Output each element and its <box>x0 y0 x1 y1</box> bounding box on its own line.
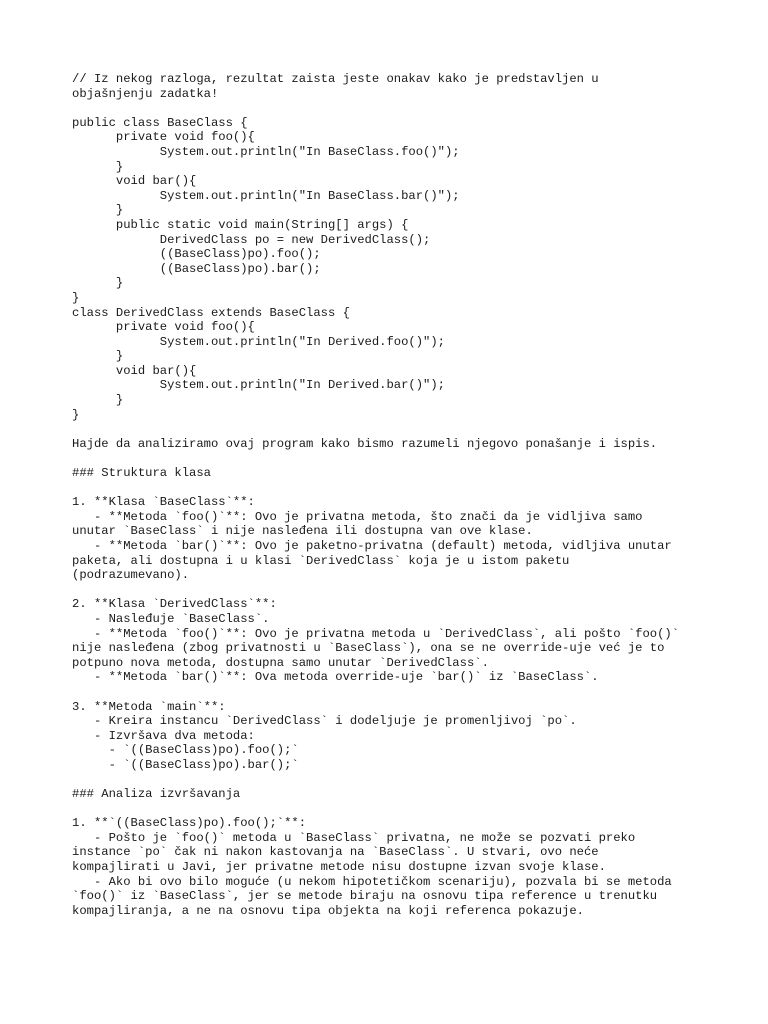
blank-line <box>72 451 712 466</box>
document-line: objašnjenju zadatka! <box>72 86 219 101</box>
document-line: } <box>72 349 124 364</box>
document-line: void bar(){ <box>72 363 197 378</box>
blank-line <box>72 583 712 598</box>
document-line: public class BaseClass { <box>72 115 248 130</box>
document-line: - `((BaseClass)po).bar();` <box>72 757 299 772</box>
document-line: } <box>72 159 124 174</box>
document-line: } <box>72 393 124 408</box>
document-line: private void foo(){ <box>72 320 255 335</box>
document-line: } <box>72 407 80 422</box>
document-line: } <box>72 203 124 218</box>
document-line: Hajde da analiziramo ovaj program kako bismo razumeli njegovo ponašanje i ispis. <box>72 436 658 451</box>
document-line: } <box>72 276 124 291</box>
document-line: - Nasleđuje `BaseClass`. <box>72 611 270 626</box>
blank-line <box>72 481 712 496</box>
document-line: - Pošto je `foo()` metoda u `BaseClass` privatna, ne može se pozvati preko <box>72 830 636 845</box>
document-line: System.out.println("In Derived.foo()"); <box>72 334 445 349</box>
blank-line <box>72 685 712 700</box>
blank-line <box>72 802 712 817</box>
document-line: public static void main(String[] args) { <box>72 217 409 232</box>
document-line: potpuno nova metoda, dostupna samo unutar `DerivedClass`. <box>72 655 489 670</box>
document-line: - Kreira instancu `DerivedClass` i dodeljuje je promenljivoj `po`. <box>72 714 577 729</box>
document-line: 3. **Metoda `main`**: <box>72 699 226 714</box>
document-line: 2. **Klasa `DerivedClass`**: <box>72 597 277 612</box>
document-line: ### Analiza izvršavanja <box>72 787 241 802</box>
document-line: System.out.println("In Derived.bar()"); <box>72 378 445 393</box>
document-body <box>72 72 712 918</box>
document-page <box>72 72 712 918</box>
document-line: class DerivedClass extends BaseClass { <box>72 305 350 320</box>
document-line: 1. **`((BaseClass)po).foo();`**: <box>72 816 307 831</box>
document-line: - `((BaseClass)po).foo();` <box>72 743 299 758</box>
document-line: System.out.println("In BaseClass.bar()"); <box>72 188 460 203</box>
document-line: `foo()` iz `BaseClass`, jer se metode biraju na osnovu tipa reference u trenutku <box>72 889 658 904</box>
document-line: DerivedClass po = new DerivedClass(); <box>72 232 431 247</box>
document-line: ((BaseClass)po).bar(); <box>72 261 321 276</box>
document-line: ### Struktura klasa <box>72 466 211 481</box>
document-line: - Izvršava dva metoda: <box>72 728 255 743</box>
document-line: void bar(){ <box>72 174 197 189</box>
document-line: paketa, ali dostupna i u klasi `DerivedClass` koja je u istom paketu <box>72 553 570 568</box>
document-line: 1. **Klasa `BaseClass`**: <box>72 495 255 510</box>
document-line: private void foo(){ <box>72 130 255 145</box>
document-line: - Ako bi ovo bilo moguće (u nekom hipotetičkom scenariju), pozvala bi se metoda <box>72 874 672 889</box>
document-line: kompajlirati u Javi, jer privatne metode nisu dostupne izvan svoje klase. <box>72 860 606 875</box>
document-line: - **Metoda `bar()`**: Ovo je paketno-privatna (default) metoda, vidljiva unutar <box>72 539 672 553</box>
document-line: // Iz nekog razloga, rezultat zaista jeste onakav kako je predstavljen u <box>72 72 599 86</box>
document-line: (podrazumevano). <box>72 568 190 583</box>
blank-line <box>72 101 712 116</box>
document-line: ((BaseClass)po).foo(); <box>72 247 321 262</box>
blank-line <box>72 422 712 437</box>
document-line: nije nasleđena (zbog privatnosti u `BaseClass`), ona se ne override-uje već je to <box>72 641 665 656</box>
document-line: instance `po` čak ni nakon kastovanja na `BaseClass`. U stvari, ovo neće <box>72 845 599 860</box>
document-line: - **Metoda `foo()`**: Ovo je privatna metoda, što znači da je vidljiva samo <box>72 509 643 524</box>
blank-line <box>72 773 712 788</box>
document-line: kompajliranja, a ne na osnovu tipa objekta na koji referenca pokazuje. <box>72 903 584 918</box>
document-line: unutar `BaseClass` i nije nasleđena ili dostupna van ove klase. <box>72 524 533 539</box>
document-line: - **Metoda `foo()`**: Ovo je privatna metoda u `DerivedClass`, ali pošto `foo()` <box>72 626 680 641</box>
document-line: System.out.println("In BaseClass.foo()"); <box>72 144 460 159</box>
document-line: } <box>72 290 80 305</box>
document-line: - **Metoda `bar()`**: Ova metoda override-uje `bar()` iz `BaseClass`. <box>72 670 599 685</box>
